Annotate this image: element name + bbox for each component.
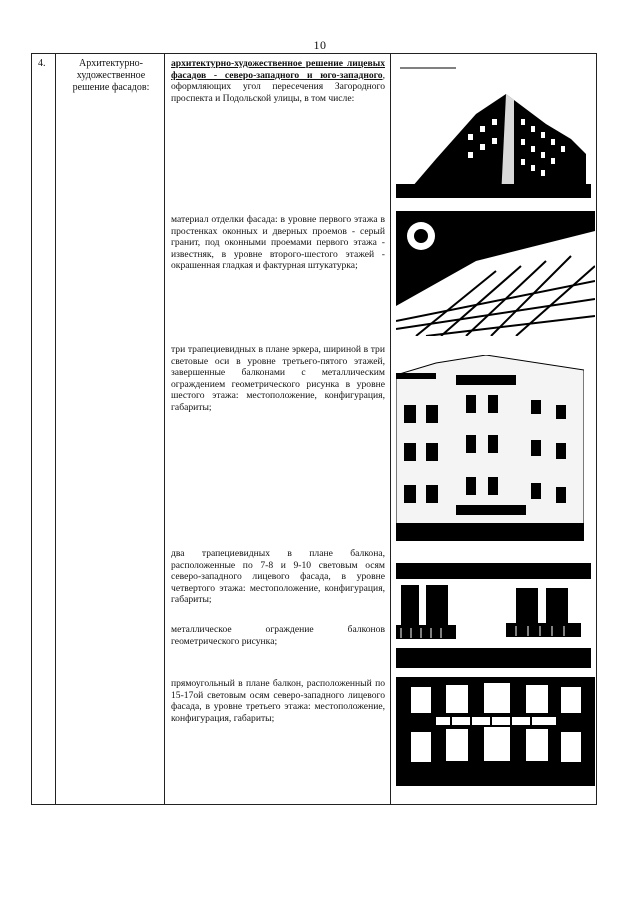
column-divider xyxy=(164,54,165,804)
page-number: 10 xyxy=(313,38,327,52)
rectangular-balcony-photo xyxy=(396,677,595,786)
item-5-text: металлическое ограждение балконов геометрического рисунка; xyxy=(171,624,385,647)
item-4-text: два трапециевидных в плане балкона, расположенные по 7-8 и 9-10 световым осям северо-западного лицевого фасада, в уровне четвертого этажа: местоположение, конфигурация, габариты; xyxy=(171,548,385,606)
column-divider xyxy=(55,54,56,804)
document-table xyxy=(31,53,597,805)
item-3-text: три трапециевидных в плане эркера, шириной в три световые оси в уровне третьего-пятого этажей, завершенные балконами с металлическим ограждением геометрического рисунка в уровне шестого этажа: местоположение, конфигурация, габариты; xyxy=(171,344,385,413)
building-corner-photo xyxy=(396,64,591,198)
item-6-text: прямоугольный в плане балкон, расположенный по 15-17ой световым осям северо-западного лицевого фасада, в уровне третьего этажа: местоположение, конфигурация, габариты; xyxy=(171,678,385,724)
item-2-text: материал отделки фасада: в уровне первого этажа в простенках оконных и дверных проемов - серый гранит, под оконными проемами первого этажа - известняк, в уровне второго-шестого этажей - окрашенная гладкая и фактурная штукатурка; xyxy=(171,214,385,272)
column-divider xyxy=(390,54,391,804)
row-number: 4. xyxy=(38,58,46,69)
item-1-rest: , оформляющих угол пересечения Загородного проспекта и Подольской улицы, в том числе: xyxy=(171,69,385,104)
balconies-photo xyxy=(396,563,591,668)
item-1-text xyxy=(171,58,385,104)
bay-window-photo xyxy=(396,355,584,541)
row-name: Архитектурно-художественное решение фасадов: xyxy=(72,58,150,93)
item-1-bold: архитектурно-художественное решение лицевых фасадов - северо-западного и юго-западного xyxy=(171,58,385,81)
facade-texture-photo xyxy=(396,211,595,336)
